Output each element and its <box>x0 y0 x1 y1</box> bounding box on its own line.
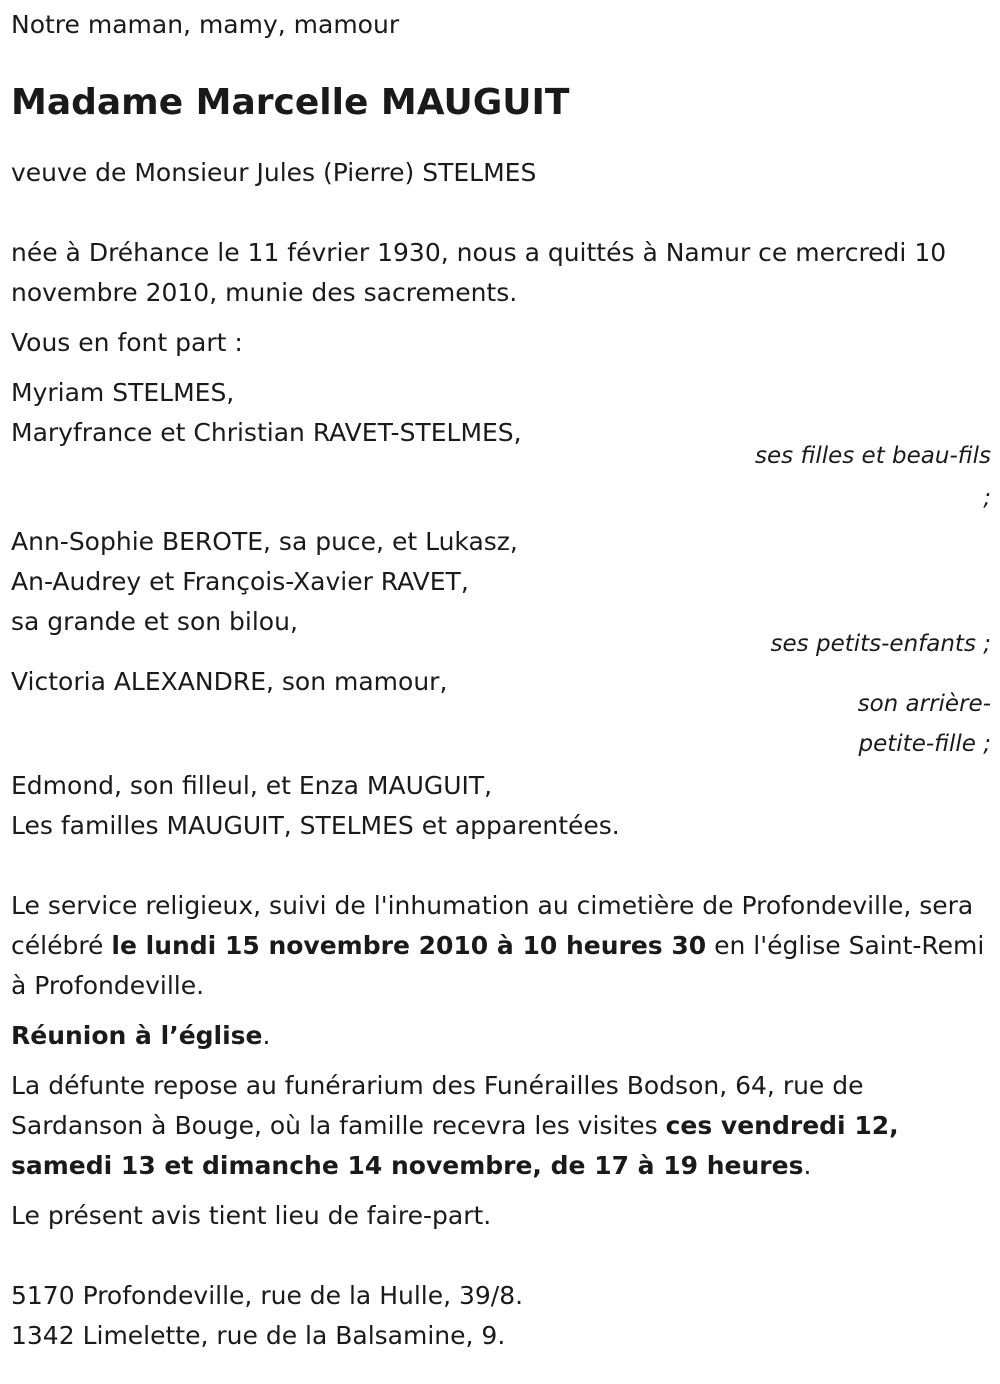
daughters-role-separator: ; <box>983 485 991 511</box>
daughter-name: Myriam STELMES, <box>11 378 235 407</box>
grandchild-name: An-Audrey et François-Xavier RAVET, <box>11 567 469 596</box>
grandchild-name: sa grande et son bilou, <box>11 607 298 636</box>
visits-dates: ces vendredi 12, samedi 13 et dimanche 14 novembre, de 17 à 19 heures <box>11 1111 899 1180</box>
service-text: Le service religieux, suivi de l'inhumation au cimetière de Profondeville, sera célébré <box>11 891 974 960</box>
great-grandchild-block <box>11 662 991 764</box>
great-grandchild-role: son arrière- <box>857 691 991 717</box>
deceased-name: Madame Marcelle MAUGUIT <box>11 82 570 123</box>
meeting-paragraph <box>11 1016 991 1056</box>
intro-line: Notre maman, mamy, mamour <box>11 10 400 39</box>
announce-line: Vous en font part : <box>11 328 243 357</box>
daughter-name: Maryfrance et Christian RAVET-STELMES, <box>11 418 522 447</box>
other-family-line: Edmond, son filleul, et Enza MAUGUIT, <box>11 771 493 800</box>
visits-period: . <box>803 1151 812 1180</box>
grandchild-name: Ann-Sophie BEROTE, sa puce, et Lukasz, <box>11 527 518 556</box>
meeting-text: Réunion à l’église <box>11 1021 263 1050</box>
visits-paragraph <box>11 1066 991 1186</box>
birth-death-paragraph: née à Dréhance le 11 février 1930, nous a quittés à Namur ce mercredi 10 novembre 2010, munie des sacrements. <box>11 238 947 307</box>
daughters-role: ses filles et beau-fils <box>755 443 991 469</box>
obituary-notice <box>11 5 991 1356</box>
service-paragraph <box>11 886 991 1006</box>
widow-line: veuve de Monsieur Jules (Pierre) STELMES <box>11 158 537 187</box>
other-family-block <box>11 766 991 846</box>
service-date: le lundi 15 novembre 2010 à 10 heures 30 <box>111 931 707 960</box>
service-location: en l'église Saint-Remi à Profondeville. <box>11 931 985 1000</box>
meeting-period: . <box>262 1021 271 1050</box>
daughters-block <box>11 373 991 519</box>
grandchildren-block <box>11 522 991 664</box>
note-line: Le présent avis tient lieu de faire-part. <box>11 1201 492 1230</box>
visits-text: La défunte repose au funérarium des Funérailles Bodson, 64, rue de Sardanson à Bouge, où la famille recevra les visites <box>11 1071 864 1140</box>
other-family-line: Les familles MAUGUIT, STELMES et apparentées. <box>11 811 620 840</box>
great-grandchild-name: Victoria ALEXANDRE, son mamour, <box>11 667 448 696</box>
address-line: 1342 Limelette, rue de la Balsamine, 9. <box>11 1321 506 1350</box>
great-grandchild-role-cont: petite-fille ; <box>858 731 991 757</box>
grandchildren-role: ses petits-enfants ; <box>770 631 991 657</box>
address-line: 5170 Profondeville, rue de la Hulle, 39/8. <box>11 1281 524 1310</box>
addresses-block <box>11 1276 991 1356</box>
